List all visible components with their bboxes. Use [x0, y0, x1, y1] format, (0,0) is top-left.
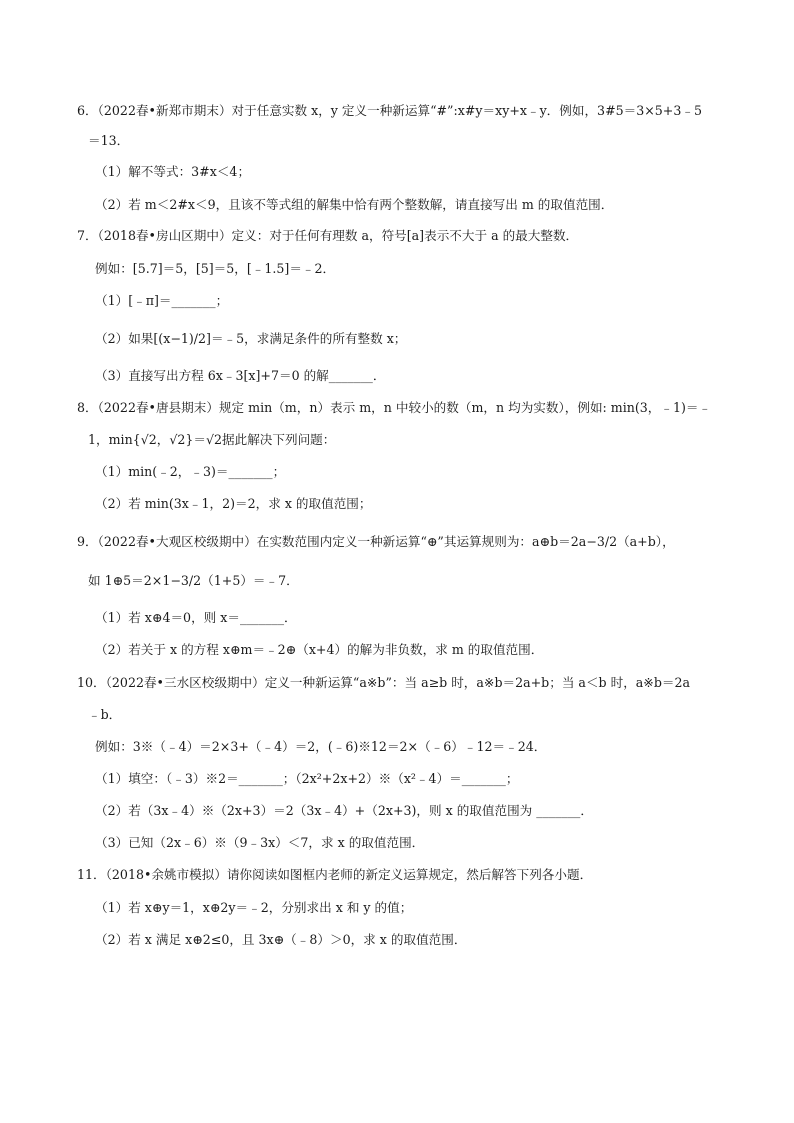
problem-7-part-3: （3）直接写出方程 6x﹣3[x]+7＝0 的解_______．: [95, 368, 386, 383]
problem-7-part-2: （2）如果[(x−1)/2]＝﹣5，求满足条件的所有整数 x；: [95, 331, 407, 346]
problem-8-part-2: （2）若 min(3x﹣1，2)＝2，求 x 的取值范围；: [95, 496, 372, 511]
problem-10-part-2: （2）若（3x﹣4）※（2x+3）＝2（3x﹣4）+（2x+3)，则 x 的取值范围为 _______．: [95, 803, 593, 818]
problem-9-part-1: （1）若 x⊕4＝0，则 x＝_______．: [95, 610, 297, 625]
problem-11-part-1: （1）若 x⊕y＝1，x⊕2y＝﹣2，分别求出 x 和 y 的值；: [95, 900, 413, 915]
problem-6-stem-cont: ＝13．: [88, 133, 130, 148]
problem-10-part-3: （3）已知（2x﹣6）※（9﹣3x）＜7，求 x 的取值范围．: [95, 835, 425, 850]
problem-6-part-2: （2）若 m＜2#x＜9，且该不等式组的解集中恰有两个整数解，请直接写出 m 的取值范围．: [95, 197, 614, 212]
problem-8-stem-cont: 1，min{√2，√2}＝√2据此解决下列问题：: [88, 432, 336, 447]
problem-11-stem: 11．（2018•余姚市模拟）请你阅读如图框内老师的新定义运算规定，然后解答下列各小题．: [77, 867, 593, 882]
problem-10-part-1: （1）填空：（﹣3）※2＝_______；（2x²+2x+2）※（x²﹣4）＝_______；: [95, 771, 519, 786]
problem-6-part-1: （1）解不等式：3#x＜4；: [95, 164, 251, 179]
problem-9-part-2: （2）若关于 x 的方程 x⊕m＝﹣2⊕（x+4）的解为非负数，求 m 的取值范围．: [95, 642, 544, 657]
problem-9-example: 如 1⊕5＝2×1−3/2（1+5）＝﹣7．: [88, 573, 299, 588]
problem-10-stem-cont: ﹣b．: [88, 707, 122, 722]
problem-6-stem: 6．（2022春•新郑市期末）对于任意实数 x，y 定义一种新运算“#”:x#y＝xy+x﹣y．例如，3#5＝3×5+3﹣5: [77, 103, 702, 118]
problem-10-stem: 10．（2022春•三水区校级期中）定义一种新运算“a※b”：当 a≥b 时，a※b＝2a+b；当 a＜b 时，a※b＝2a: [77, 675, 691, 690]
problem-9-stem: 9．（2022春•大观区校级期中）在实数范围内定义一种新运算“⊕”其运算规则为：a⊕b＝2a−3/2（a+b），: [77, 534, 675, 549]
problem-8-part-1: （1）min(﹣2，﹣3)＝_______；: [95, 464, 286, 479]
problem-7-stem: 7．（2018春•房山区期中）定义：对于任何有理数 a，符号[a]表示不大于 a 的最大整数．: [77, 228, 579, 243]
problem-7-example: 例如：[5.7]＝5，[5]＝5，[﹣1.5]＝﹣2．: [95, 261, 336, 276]
problem-7-part-1: （1）[﹣π]＝_______；: [95, 293, 229, 308]
problem-8-stem: 8．（2022春•唐县期末）规定 min（m，n）表示 m，n 中较小的数（m，n 均为实数），例如: min(3，﹣1)＝﹣: [77, 400, 712, 415]
problem-11-part-2: （2）若 x 满足 x⊕2≤0，且 3x⊕（﹣8）＞0，求 x 的取值范围．: [95, 932, 467, 947]
problem-10-example: 例如：3※（﹣4）＝2×3+（﹣4）＝2，(﹣6)※12＝2×（﹣6）﹣12＝﹣24．: [95, 739, 547, 754]
